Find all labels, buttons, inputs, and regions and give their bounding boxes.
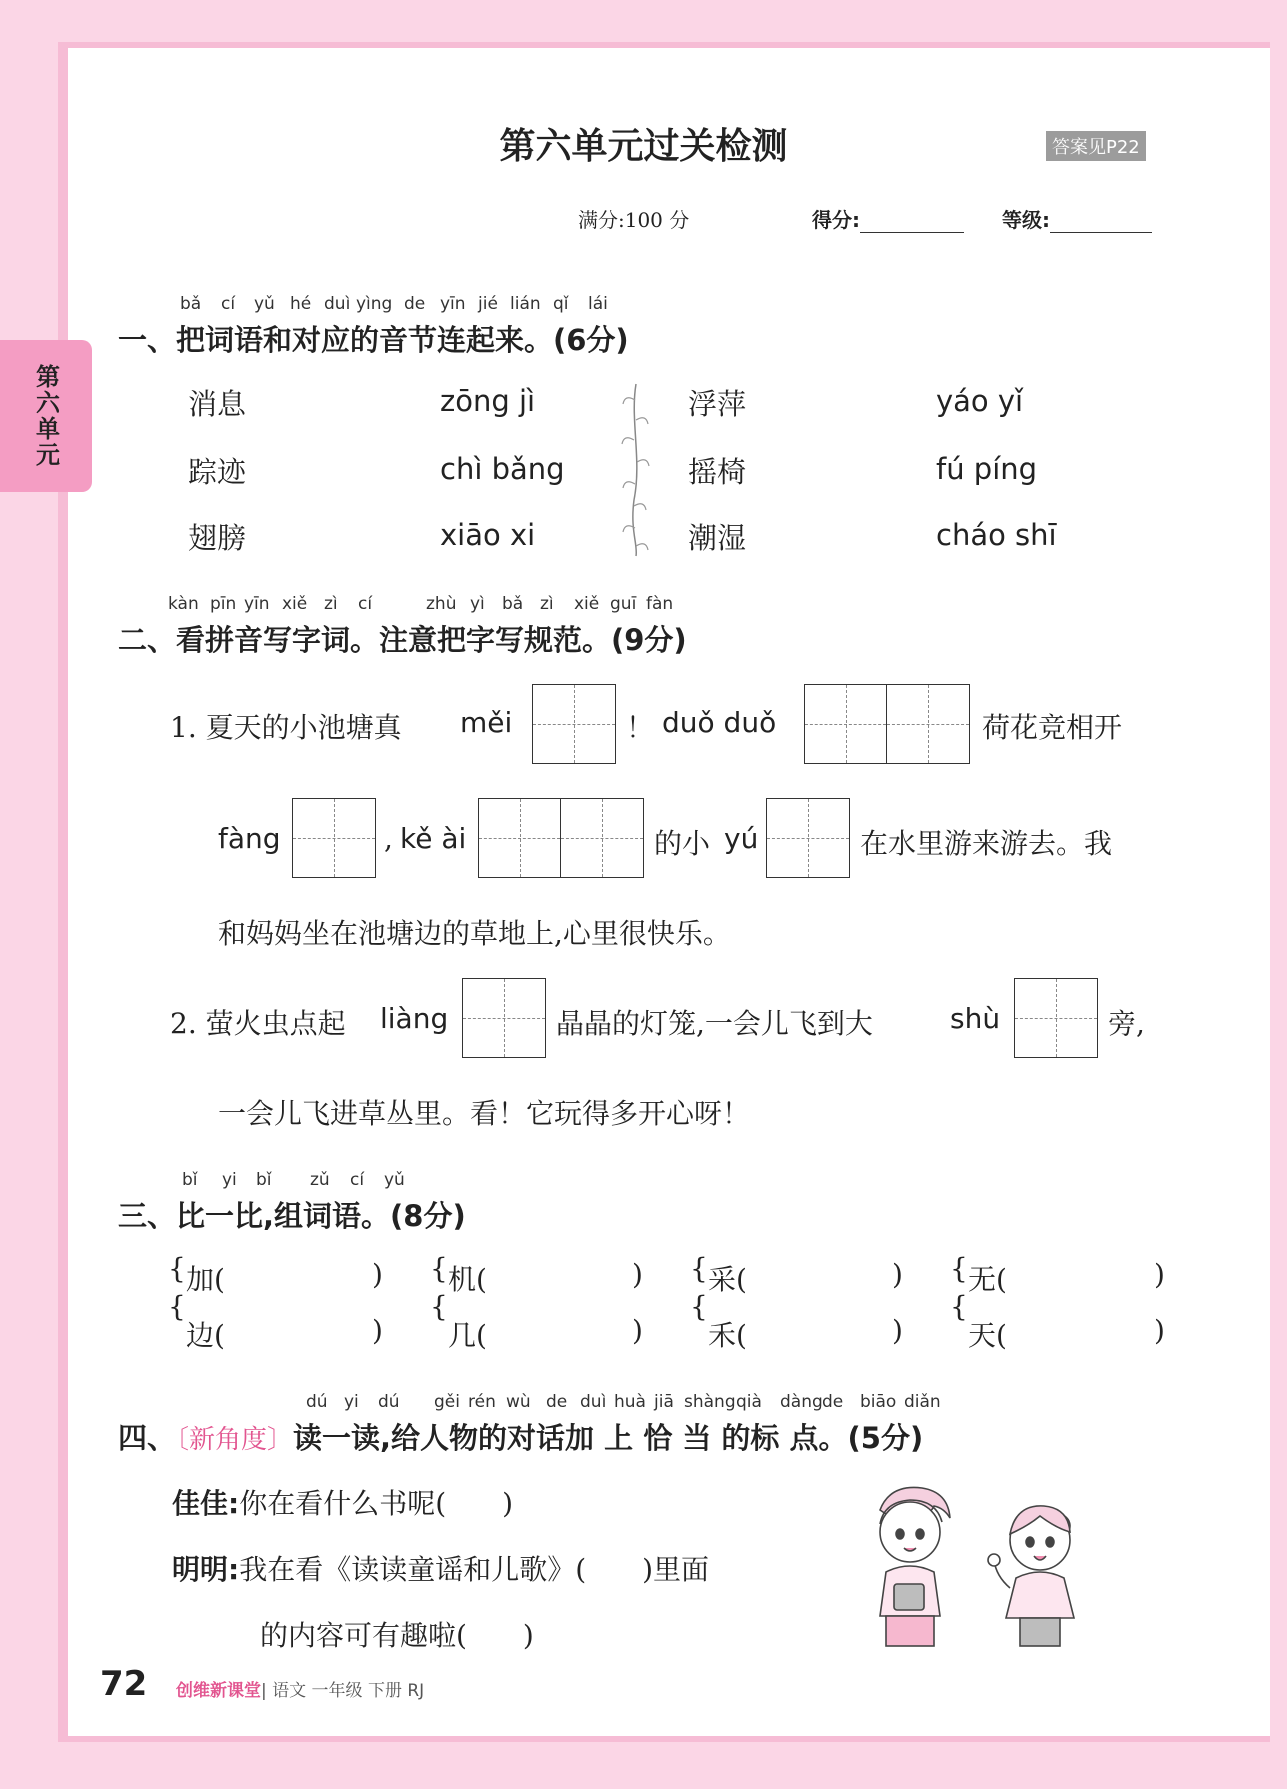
- pair-blank-bottom[interactable]: ): [632, 1314, 643, 1347]
- q1-pinyin-duoduo: duǒ duǒ: [662, 706, 777, 739]
- s4-pinyin-syllable: biāo: [860, 1392, 897, 1412]
- pair-char-top: 加(: [186, 1263, 225, 1296]
- q2-text-c: 旁,: [1108, 1007, 1145, 1040]
- s1-pinyin-syllable: bǎ: [180, 294, 202, 314]
- pair-char-top: 无(: [968, 1263, 1007, 1296]
- speaker-mingming: 明明:: [172, 1553, 240, 1586]
- word-5: 摇椅: [688, 455, 747, 489]
- s1-pinyin-syllable: yīn: [440, 294, 466, 314]
- section-3-heading: 三、比一比,组词语。(8分): [118, 1199, 466, 1233]
- unit-side-tab: 第六单元: [0, 340, 92, 492]
- s1-pinyin-syllable: jié: [478, 294, 498, 314]
- s4-pinyin-syllable: shàng: [684, 1392, 736, 1412]
- pinyin-3: xiāo xi: [440, 518, 536, 552]
- pinyin-2: chì bǎng: [440, 452, 565, 486]
- children-illustration-icon: [850, 1480, 1130, 1650]
- s4-pinyin-syllable: de: [822, 1392, 844, 1412]
- s4-pinyin-syllable: jiā: [654, 1392, 674, 1412]
- s4-pinyin-syllable: huà: [614, 1392, 646, 1412]
- s2-pinyin-syllable: zì: [324, 594, 338, 614]
- write-box-fang[interactable]: [292, 798, 376, 878]
- s4-pinyin-syllable: qià: [736, 1392, 762, 1412]
- pair-blank-top[interactable]: ): [892, 1258, 903, 1291]
- s4-pinyin-syllable: gěi: [434, 1392, 460, 1412]
- write-box-yu[interactable]: [766, 798, 850, 878]
- s4-pinyin-syllable: dàng: [780, 1392, 823, 1412]
- footer-text: [176, 1676, 424, 1701]
- s4-pinyin-syllable: rén: [468, 1392, 496, 1412]
- q1-text-c: 荷花竞相开: [982, 711, 1123, 744]
- pair-blank-bottom[interactable]: ): [372, 1314, 383, 1347]
- pair-char-bottom: 禾(: [708, 1319, 747, 1352]
- s2-pinyin-syllable: xiě: [282, 594, 308, 614]
- s4-pinyin-syllable: duì: [580, 1392, 607, 1412]
- grade-field[interactable]: 等级:: [1002, 204, 1152, 233]
- q1-pinyin-keai: kě ài: [400, 822, 467, 855]
- vine-divider-icon: [618, 380, 654, 560]
- answer-reference-badge: 答案见P22: [1046, 131, 1146, 161]
- q1-pinyin-mei: měi: [460, 706, 513, 739]
- pair-blank-top[interactable]: ): [372, 1258, 383, 1291]
- dialog-text-1[interactable]: 你在看什么书呢( ): [239, 1487, 514, 1520]
- s4-pinyin-syllable: wù: [506, 1392, 531, 1412]
- s1-pinyin-syllable: cí: [221, 294, 236, 314]
- s2-pinyin-syllable: bǎ: [502, 594, 524, 614]
- write-box-shu[interactable]: [1014, 978, 1098, 1058]
- pair-brace: {: [430, 1252, 448, 1285]
- pair-blank-top[interactable]: ): [1154, 1258, 1165, 1291]
- s4-pinyin-syllable: dú: [306, 1392, 328, 1412]
- s2-pinyin-syllable: cí: [358, 594, 373, 614]
- pair-char-top: 机(: [448, 1263, 487, 1296]
- word-1: 消息: [188, 387, 247, 421]
- s3-pinyin-syllable: bǐ: [182, 1170, 198, 1190]
- s2-pinyin-syllable: zhù: [426, 594, 457, 614]
- pair-char-bottom: 几(: [448, 1319, 487, 1352]
- q2-text-b: 晶晶的灯笼,一会儿飞到大: [556, 1007, 873, 1040]
- s4-pinyin-row: [0, 1392, 1287, 1414]
- q1-pinyin-yu: yú: [724, 822, 759, 855]
- dialog-line-1: [172, 1482, 513, 1522]
- pair-blank-bottom[interactable]: ): [892, 1314, 903, 1347]
- q1-text-f: 的小: [654, 827, 711, 860]
- s1-pinyin-syllable: de: [404, 294, 426, 314]
- q1-text-b: ！: [626, 711, 655, 744]
- dialog-line-2: [172, 1548, 709, 1588]
- pair-char-top: 采(: [708, 1263, 747, 1296]
- write-box-mei[interactable]: [532, 684, 616, 764]
- pinyin-6: cháo shī: [936, 518, 1057, 552]
- s4-pinyin-syllable: diǎn: [904, 1392, 941, 1412]
- pinyin-1: zōng jì: [440, 384, 536, 418]
- footer-rest: | 语文 一年级 下册 RJ: [261, 1681, 425, 1701]
- s3-pinyin-syllable: bǐ: [256, 1170, 272, 1190]
- pair-brace: {: [690, 1290, 708, 1323]
- page-title: 第六单元过关检测: [499, 126, 788, 167]
- section-2-heading: 二、看拼音写字词。注意把字写规范。(9分): [118, 623, 687, 657]
- s2-pinyin-syllable: guī: [610, 594, 637, 614]
- s1-pinyin-syllable: hé: [290, 294, 312, 314]
- word-6: 潮湿: [688, 521, 747, 555]
- page-number: 72: [100, 1664, 148, 1704]
- s1-pinyin-syllable: lián: [510, 294, 541, 314]
- q1-pinyin-fang: fàng: [218, 822, 281, 855]
- q1-text-h: 和妈妈坐在池塘边的草地上,心里很快乐。: [218, 917, 731, 950]
- q2-text-a: 2. 萤火虫点起: [170, 1007, 346, 1040]
- s2-pinyin-syllable: yīn: [244, 594, 270, 614]
- pinyin-4: yáo yǐ: [936, 384, 1024, 418]
- pair-char-bottom: 边(: [186, 1319, 225, 1352]
- s2-pinyin-syllable: xiě: [574, 594, 600, 614]
- q1-text-e: ,: [384, 822, 393, 855]
- word-4: 浮萍: [688, 387, 747, 421]
- s3-pinyin-syllable: yi: [222, 1170, 237, 1190]
- word-3: 翅膀: [188, 521, 247, 555]
- s4-pinyin-syllable: yi: [344, 1392, 359, 1412]
- write-box-liang[interactable]: [462, 978, 546, 1058]
- s2-pinyin-syllable: zì: [540, 594, 554, 614]
- s2-pinyin-row: [0, 594, 1287, 616]
- s3-pinyin-syllable: zǔ: [310, 1170, 330, 1190]
- s3-pinyin-row: [0, 1170, 1287, 1192]
- write-box-duoduo[interactable]: [804, 684, 970, 764]
- s4-pinyin-syllable: de: [546, 1392, 568, 1412]
- q2-text-d: 一会儿飞进草丛里。看！它玩得多开心呀！: [218, 1097, 751, 1130]
- s2-pinyin-syllable: fàn: [646, 594, 674, 614]
- full-score: 满分:100 分: [578, 208, 690, 232]
- s1-pinyin-syllable: duì: [324, 294, 351, 314]
- section-4-text: 读一读,给人物的对话加 上 恰 当 的标 点。(5分): [293, 1421, 924, 1455]
- section-1-heading: 一、把词语和对应的音节连起来。(6分): [118, 323, 629, 357]
- new-angle-tag: 〔新角度〕: [176, 1425, 294, 1455]
- s1-pinyin-syllable: qǐ: [553, 294, 569, 314]
- pair-blank-top[interactable]: ): [632, 1258, 643, 1291]
- pair-brace: {: [690, 1252, 708, 1285]
- q2-pinyin-liang: liàng: [380, 1002, 449, 1035]
- write-box-keai[interactable]: [478, 798, 644, 878]
- dialog-line-3[interactable]: 的内容可有趣啦( ): [260, 1619, 534, 1652]
- word-2: 踪迹: [188, 455, 247, 489]
- s4-pinyin-syllable: dú: [378, 1392, 400, 1412]
- footer-brand: 创维新课堂: [176, 1681, 261, 1701]
- q1-text-g: 在水里游来游去。我: [860, 827, 1113, 860]
- pair-brace: {: [168, 1290, 186, 1323]
- pair-brace: {: [950, 1252, 968, 1285]
- pair-char-bottom: 天(: [968, 1319, 1007, 1352]
- speaker-jiajia: 佳佳:: [172, 1487, 240, 1520]
- s3-pinyin-syllable: yǔ: [384, 1170, 405, 1190]
- pinyin-5: fú píng: [936, 452, 1038, 486]
- pair-brace: {: [430, 1290, 448, 1323]
- s1-pinyin-row: [0, 294, 1287, 316]
- q2-pinyin-shu: shù: [950, 1002, 1001, 1035]
- section-4-number: 四、: [118, 1421, 177, 1455]
- s2-pinyin-syllable: kàn: [168, 594, 199, 614]
- s1-pinyin-syllable: lái: [588, 294, 608, 314]
- score-field[interactable]: 得分:: [812, 204, 964, 233]
- q1-text-a: 1. 夏天的小池塘真: [170, 711, 402, 744]
- s2-pinyin-syllable: yì: [470, 594, 485, 614]
- pair-brace: {: [950, 1290, 968, 1323]
- s2-pinyin-syllable: pīn: [210, 594, 237, 614]
- section-4-heading: [118, 1416, 923, 1457]
- s3-pinyin-syllable: cí: [350, 1170, 365, 1190]
- s1-pinyin-syllable: yǔ: [254, 294, 275, 314]
- s1-pinyin-syllable: yìng: [356, 294, 393, 314]
- dialog-text-2[interactable]: 我在看《读读童谣和儿歌》( )里面: [239, 1553, 710, 1586]
- pair-brace: {: [168, 1252, 186, 1285]
- pair-blank-bottom[interactable]: ): [1154, 1314, 1165, 1347]
